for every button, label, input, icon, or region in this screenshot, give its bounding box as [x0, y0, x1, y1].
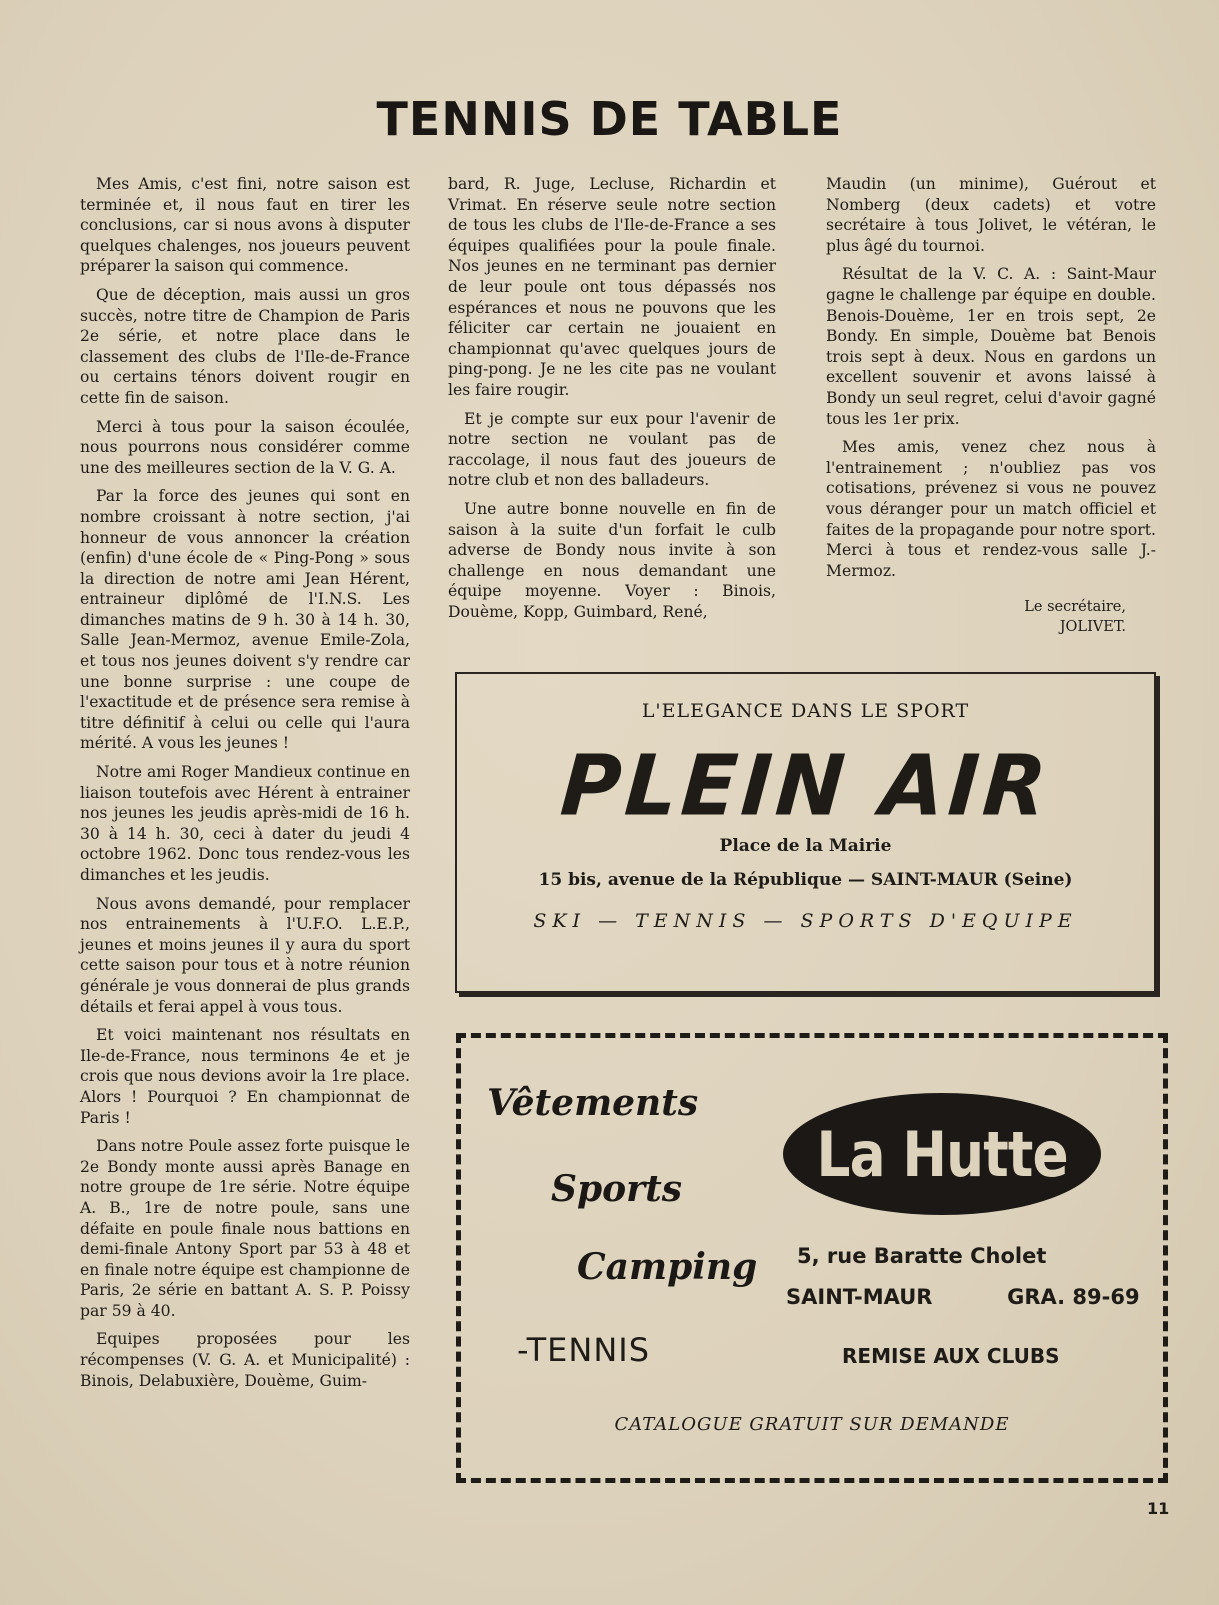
article-column-2 — [448, 174, 776, 630]
paragraph: Et je compte sur eux pour l'avenir de notre section ne voulant pas de raccolage, il nous faut des joueurs de notre club et non des balladeurs. — [448, 409, 776, 490]
paragraph: Et voici maintenant nos résultats en Ile-de-France, nous terminons 4e et je crois que nous devions avoir la 1re place. Alors ! Pourquoi ? En championnat de Paris ! — [80, 1026, 410, 1127]
paragraph: bard, R. Juge, Lecluse, Richardin et Vrimat. En réserve seule notre section de tous les clubs de l'Ile-de-France a ses équipes qualifiées pour la poule finale. Nos jeunes en ne terminant pas dernier de leur poule ont tous dépassés nos espérances et nous ne pouvons que les féliciter car certain ne jouaient en championnat qu'avec quelques jours de ping-pong. Je ne les cite pas ne voulant les faire rougir. — [448, 175, 776, 399]
paragraph: Equipes proposées pour les récompenses (V. G. A. et Municipalité) : Binois, Delabuxière, Douème, Guim- — [80, 1330, 410, 1390]
plein-air-logo: PLEIN AIR — [557, 738, 1054, 835]
ad-address: 5, rue Baratte Cholet — [797, 1244, 1047, 1268]
ad-catalogue: CATALOGUE GRATUIT SUR DEMANDE — [614, 1414, 1010, 1435]
paragraph: Notre ami Roger Mandieux continue en liaison toutefois avec Hérent à entrainer nos jeunes les jeudis après-midi de 16 h. 30 à 14 h. 30, ceci à dater du jeudi 4 octobre 1962. Donc tous rendez-vous les dimanches et les jeudis. — [80, 763, 410, 884]
paragraph: Merci à tous pour la saison écoulée, nous pourrons nous considérer comme une des meilleures section de la V. G. A. — [80, 417, 410, 477]
article-column-1 — [80, 174, 410, 1399]
ad-tennis: -TENNIS — [517, 1331, 650, 1369]
paragraph: Résultat de la V. C. A. : Saint-Maur gagne le challenge par équipe en double. Benois-Douème, 1er en trois sept, 2e Bondy. En simple, Douème bat Benois trois sept à deux. Nous en gardons un excellent souvenir et avons laissé à Bondy un seul regret, celui d'avoir gagné tous les 1er prix. — [826, 265, 1156, 428]
plein-air-advertisement — [455, 672, 1156, 993]
ad-script-vetements: Vêtements — [487, 1082, 699, 1124]
signature-name: JOLIVET. — [1059, 619, 1126, 636]
paragraph: Mes amis, venez chez nous à l'entrainement ; n'oubliez pas vos cotisations, prévenez si vous ne pouvez vous déranger pour un match officiel et faites de la propagande pour notre sport. Merci à tous et rendez-vous salle J.-Mermoz. — [826, 438, 1156, 580]
page-title: TENNIS DE TABLE — [376, 92, 843, 146]
ad-script-camping: Camping — [577, 1246, 758, 1288]
paragraph: Maudin (un minime), Guérout et Nomberg (deux cadets) et votre secrétaire à tous Jolivet, le vétéran, le plus âgé du tournoi. — [826, 175, 1156, 255]
page-number: 11 — [1147, 1499, 1170, 1518]
la-hutte-logo-text: La Hutte — [816, 1117, 1068, 1191]
paragraph: Mes Amis, c'est fini, notre saison est terminée et, il nous faut en tirer les conclusions, car si nous avons à disputer quelques chalenges, nos joueurs peuvent préparer la saison qui commence. — [80, 175, 410, 276]
ad-tagline: L'ELEGANCE DANS LE SPORT — [641, 700, 970, 722]
ad-sports-line: SKI — TENNIS — SPORTS D'EQUIPE — [533, 910, 1078, 932]
signature — [826, 597, 1126, 637]
paragraph: Nous avons demandé, pour remplacer nos entrainements à l'U.F.O. L.E.P., jeunes et moins jeunes il y aura du sport cette saison pour tous et à notre réunion générale je vous donnerai de plus grands détails et ferai appel à vous tous. — [80, 894, 410, 1016]
ad-city-phone — [786, 1285, 1140, 1309]
paragraph: Une autre bonne nouvelle en fin de saison à la suite d'un forfait le culb adverse de Bondy nous invite à son challenge en nous demandant une équipe moyenne. Voyer : Binois, Douème, Kopp, Guimbard, René, — [448, 499, 776, 621]
ad-address-line-2: 15 bis, avenue de la République — SAINT-MAUR (Seine) — [538, 870, 1073, 890]
ad-remise: REMISE AUX CLUBS — [842, 1344, 1060, 1368]
ad-city: SAINT-MAUR — [786, 1285, 933, 1309]
signature-role: Le secrétaire, — [1024, 599, 1126, 616]
la-hutte-logo — [783, 1093, 1101, 1215]
ad-address-line-1: Place de la Mairie — [719, 836, 892, 856]
article-column-3 — [826, 174, 1156, 637]
paragraph: Par la force des jeunes qui sont en nombre croissant à notre section, j'ai honneur de vous annoncer la création (enfin) d'une école de « Ping-Pong » sous la direction de notre ami Jean Hérent, entraineur diplômé de l'I.N.S. Les dimanches matins de 9 h. 30 à 14 h. 30, Salle Jean-Mermoz, avenue Emile-Zola, et tous nos jeunes doivent s'y rendre car une bonne surprise : une coupe de l'exactitude et de présence sera remise à titre définitif à celui ou celle qui l'aura mérité. A vous les jeunes ! — [80, 487, 410, 753]
paragraph: Que de déception, mais aussi un gros succès, notre titre de Champion de Paris 2e série, et notre place dans le classement des clubs de l'Ile-de-France ou certains ténors doivent rougir en cette fin de saison. — [80, 285, 410, 407]
ad-script-sports: Sports — [551, 1168, 683, 1210]
paragraph: Dans notre Poule assez forte puisque le 2e Bondy monte aussi après Banage en notre groupe de 1re série. Notre équipe A. B., 1re de notre poule, sans une défaite en poule finale nous battions en demi-finale Antony Sport par 53 à 48 et en finale notre équipe est championne de Paris, 2e série en battant A. S. P. Poissy par 59 à 40. — [80, 1137, 410, 1320]
la-hutte-advertisement — [456, 1033, 1168, 1483]
ad-phone: GRA. 89-69 — [1007, 1285, 1140, 1309]
